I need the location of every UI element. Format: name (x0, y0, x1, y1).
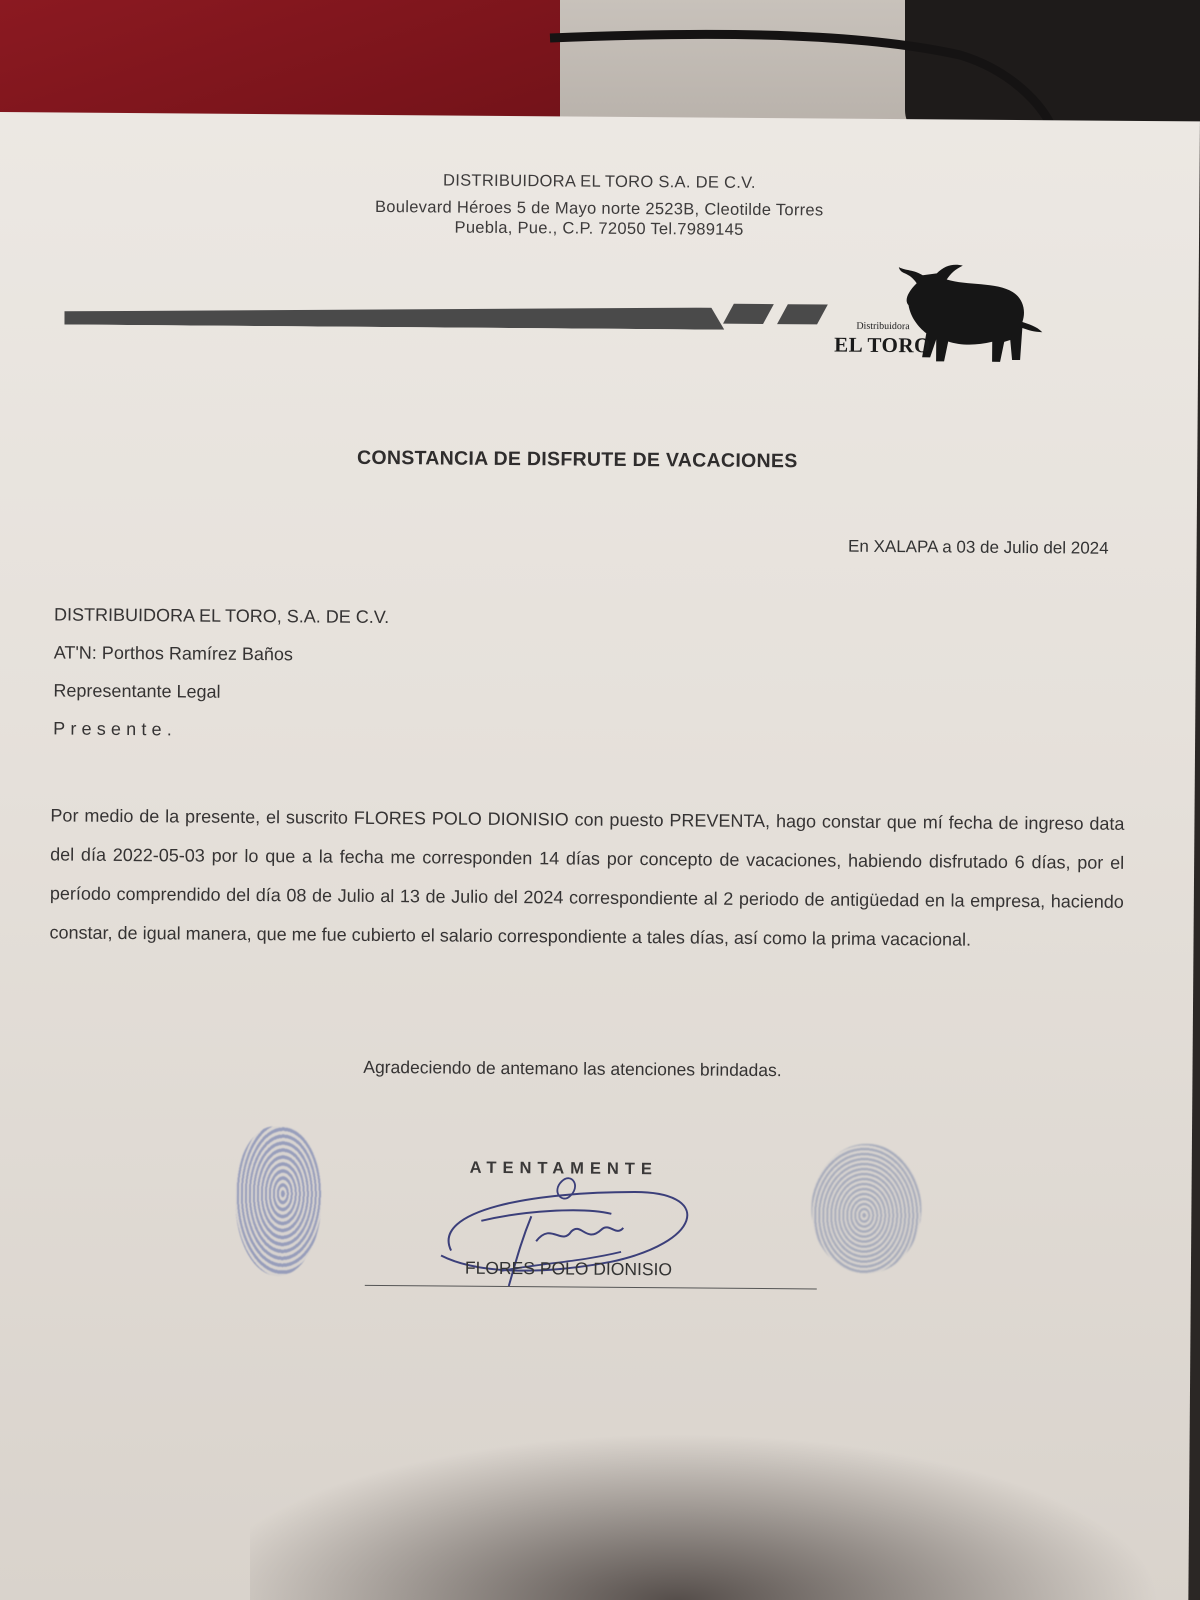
letterhead-city-phone: Puebla, Pue., C.P. 72050 Tel.7989145 (454, 218, 744, 239)
document-date: En XALAPA a 03 de Julio del 2024 (847, 536, 1109, 558)
signer-name: FLORES POLO DIONISIO (464, 1257, 673, 1280)
recipient-attention: AT'N: Porthos Ramírez Baños (53, 642, 294, 665)
shadow-overlay (250, 1420, 1200, 1600)
header-rule-segment (723, 304, 774, 324)
handwritten-signature (411, 1150, 732, 1303)
recipient-company: DISTRIBUIDORA EL TORO, S.A. DE C.V. (53, 604, 390, 628)
recipient-role: Representante Legal (53, 680, 221, 702)
logo-subtitle: Distribuidora (856, 320, 910, 333)
recipient-presente: Presente. (53, 718, 178, 740)
logo-wordmark: EL TORO (834, 332, 931, 358)
document-page (0, 112, 1200, 1600)
letterhead-address: Boulevard Héroes 5 de Mayo norte 2523B, Cleotilde Torres (374, 197, 824, 220)
document-title: CONSTANCIA DE DISFRUTE DE VACACIONES (356, 446, 798, 473)
header-rule-segment (777, 304, 828, 324)
closing-thanks: Agradeciendo de antemano las atenciones brindadas. (363, 1056, 782, 1081)
closing-atentamente: ATENTAMENTE (469, 1158, 659, 1179)
body-paragraph: Por medio de la presente, el suscrito FLORES POLO DIONISIO con puesto PREVENTA, hago constar que mí fecha de ingreso data del día 2022-05-03 por lo que a la fecha me corresponden 14 días por concepto de vacaciones, habiendo disfrutado 6 días, por el período comprendido del día 08 de Julio al 13 de Julio del 2024 correspondiente al 2 periodo de antigüedad en la empresa, haciendo constar, de igual manera, que me fue cubierto el salario correspondiente a tales días, así como la prima vacacional. (49, 805, 1125, 950)
letterhead-company: DISTRIBUIDORA EL TORO S.A. DE C.V. (442, 171, 756, 192)
header-rule (64, 303, 724, 330)
company-logo (834, 261, 1055, 383)
fingerprint-left (235, 1126, 322, 1277)
fingerprint-right (811, 1143, 922, 1274)
